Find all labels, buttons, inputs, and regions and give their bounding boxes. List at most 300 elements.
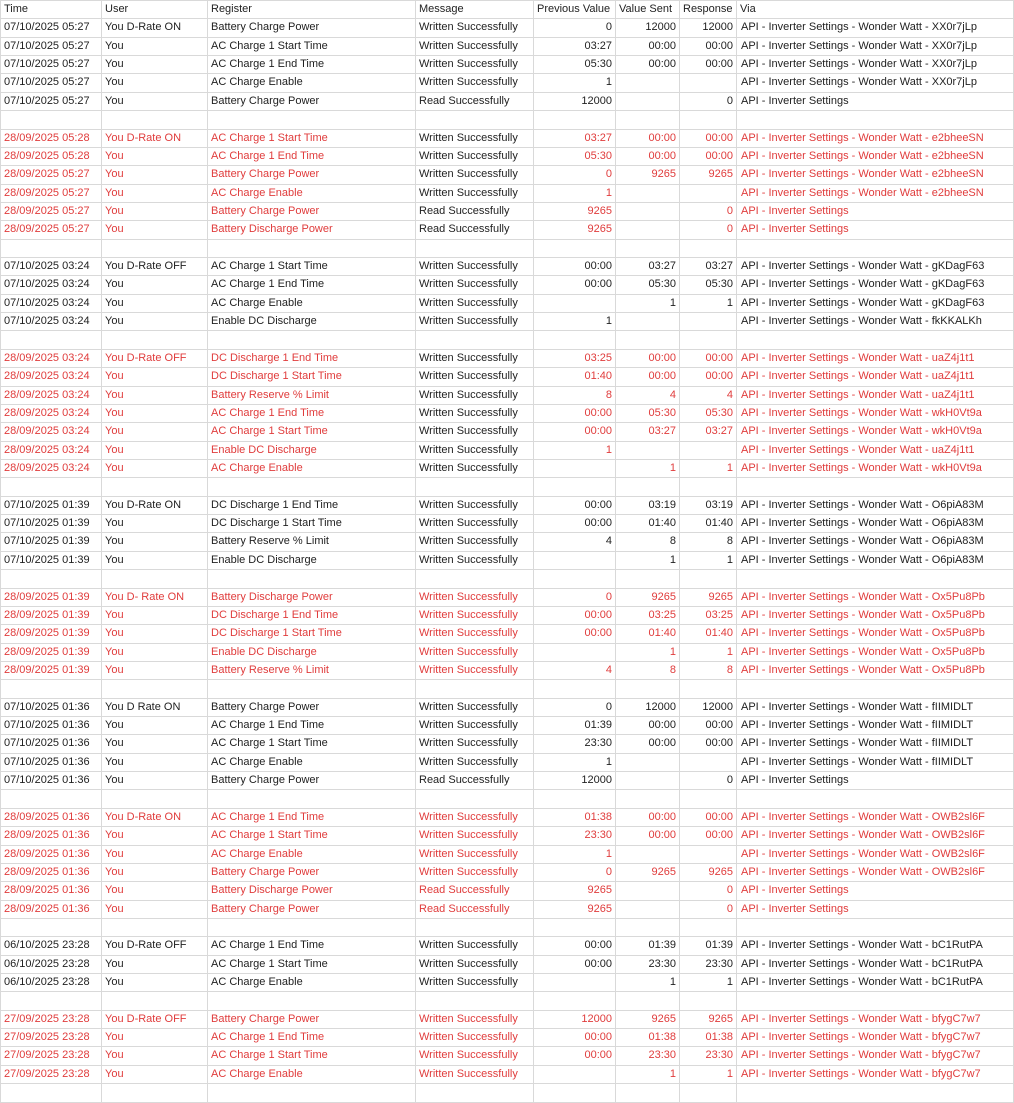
cell-message[interactable]: Written Successfully — [416, 1010, 534, 1028]
empty-cell[interactable] — [616, 570, 680, 588]
empty-cell[interactable] — [616, 1084, 680, 1102]
cell-response[interactable]: 1 — [680, 294, 737, 312]
cell-previous-value[interactable]: 00:00 — [534, 404, 616, 422]
cell-response[interactable]: 0 — [680, 221, 737, 239]
cell-user[interactable]: You — [102, 166, 208, 184]
cell-value-sent[interactable]: 8 — [616, 533, 680, 551]
cell-time[interactable]: 07/10/2025 05:27 — [1, 19, 102, 37]
cell-user[interactable]: You — [102, 1065, 208, 1083]
cell-user[interactable]: You — [102, 735, 208, 753]
cell-previous-value[interactable]: 1 — [534, 74, 616, 92]
cell-message[interactable]: Written Successfully — [416, 753, 534, 771]
cell-value-sent[interactable]: 03:25 — [616, 606, 680, 624]
cell-time[interactable]: 28/09/2025 03:24 — [1, 349, 102, 367]
empty-cell[interactable] — [737, 680, 1014, 698]
cell-via[interactable]: API - Inverter Settings - Wonder Watt - fIIMIDLT — [737, 753, 1014, 771]
cell-time[interactable]: 07/10/2025 03:24 — [1, 294, 102, 312]
cell-value-sent[interactable]: 05:30 — [616, 404, 680, 422]
empty-cell[interactable] — [737, 331, 1014, 349]
cell-previous-value[interactable]: 12000 — [534, 772, 616, 790]
empty-cell[interactable] — [416, 1084, 534, 1102]
cell-value-sent[interactable]: 23:30 — [616, 1047, 680, 1065]
cell-via[interactable]: API - Inverter Settings - Wonder Watt - wkH0Vt9a — [737, 423, 1014, 441]
cell-user[interactable]: You — [102, 974, 208, 992]
empty-cell[interactable] — [680, 790, 737, 808]
cell-user[interactable]: You — [102, 37, 208, 55]
cell-via[interactable]: API - Inverter Settings - Wonder Watt - Ox5Pu8Pb — [737, 643, 1014, 661]
empty-cell[interactable] — [208, 331, 416, 349]
cell-register[interactable]: AC Charge 1 End Time — [208, 147, 416, 165]
cell-previous-value[interactable]: 03:27 — [534, 129, 616, 147]
empty-cell[interactable] — [737, 478, 1014, 496]
cell-register[interactable]: AC Charge Enable — [208, 74, 416, 92]
cell-via[interactable]: API - Inverter Settings - Wonder Watt - bC1RutPA — [737, 937, 1014, 955]
cell-register[interactable]: Battery Reserve % Limit — [208, 661, 416, 679]
cell-via[interactable]: API - Inverter Settings - Wonder Watt - fIIMIDLT — [737, 717, 1014, 735]
cell-via[interactable]: API - Inverter Settings - Wonder Watt - e2bheeSN — [737, 147, 1014, 165]
empty-cell[interactable] — [208, 1084, 416, 1102]
cell-response[interactable]: 4 — [680, 386, 737, 404]
cell-time[interactable]: 27/09/2025 23:28 — [1, 1029, 102, 1047]
cell-user[interactable]: You — [102, 900, 208, 918]
cell-via[interactable]: API - Inverter Settings - Wonder Watt - bC1RutPA — [737, 955, 1014, 973]
cell-previous-value[interactable] — [534, 294, 616, 312]
cell-value-sent[interactable] — [616, 202, 680, 220]
cell-message[interactable]: Written Successfully — [416, 974, 534, 992]
cell-time[interactable]: 07/10/2025 01:39 — [1, 515, 102, 533]
empty-cell[interactable] — [208, 918, 416, 936]
cell-response[interactable]: 0 — [680, 772, 737, 790]
cell-register[interactable]: AC Charge 1 End Time — [208, 717, 416, 735]
empty-cell[interactable] — [102, 992, 208, 1010]
cell-time[interactable]: 28/09/2025 01:36 — [1, 827, 102, 845]
cell-user[interactable]: You D-Rate ON — [102, 129, 208, 147]
cell-user[interactable]: You — [102, 184, 208, 202]
cell-value-sent[interactable]: 00:00 — [616, 808, 680, 826]
cell-response[interactable]: 1 — [680, 551, 737, 569]
cell-message[interactable]: Written Successfully — [416, 294, 534, 312]
column-header-value-sent[interactable]: Value Sent — [616, 1, 680, 19]
cell-message[interactable]: Written Successfully — [416, 625, 534, 643]
cell-value-sent[interactable]: 01:39 — [616, 937, 680, 955]
column-header-time[interactable]: Time — [1, 1, 102, 19]
empty-cell[interactable] — [737, 918, 1014, 936]
cell-value-sent[interactable]: 05:30 — [616, 276, 680, 294]
cell-message[interactable]: Written Successfully — [416, 349, 534, 367]
cell-previous-value[interactable] — [534, 459, 616, 477]
empty-cell[interactable] — [1, 111, 102, 129]
column-header-register[interactable]: Register — [208, 1, 416, 19]
cell-value-sent[interactable] — [616, 221, 680, 239]
cell-time[interactable]: 28/09/2025 05:27 — [1, 221, 102, 239]
cell-user[interactable]: You — [102, 441, 208, 459]
cell-response[interactable]: 9265 — [680, 863, 737, 881]
cell-previous-value[interactable]: 00:00 — [534, 258, 616, 276]
cell-previous-value[interactable]: 0 — [534, 863, 616, 881]
empty-cell[interactable] — [534, 992, 616, 1010]
cell-message[interactable]: Written Successfully — [416, 258, 534, 276]
cell-register[interactable]: AC Charge 1 Start Time — [208, 37, 416, 55]
cell-via[interactable]: API - Inverter Settings - Wonder Watt - uaZ4j1t1 — [737, 441, 1014, 459]
cell-response[interactable]: 03:27 — [680, 258, 737, 276]
empty-cell[interactable] — [616, 239, 680, 257]
cell-message[interactable]: Written Successfully — [416, 423, 534, 441]
cell-response[interactable]: 03:19 — [680, 496, 737, 514]
cell-via[interactable]: API - Inverter Settings - Wonder Watt - gKDagF63 — [737, 276, 1014, 294]
cell-user[interactable]: You D-Rate ON — [102, 808, 208, 826]
cell-via[interactable]: API - Inverter Settings - Wonder Watt - fkKKALKh — [737, 313, 1014, 331]
cell-via[interactable]: API - Inverter Settings - Wonder Watt - OWB2sl6F — [737, 827, 1014, 845]
cell-via[interactable]: API - Inverter Settings - Wonder Watt - XX0r7jLp — [737, 37, 1014, 55]
empty-cell[interactable] — [534, 790, 616, 808]
cell-register[interactable]: AC Charge 1 End Time — [208, 276, 416, 294]
cell-previous-value[interactable]: 1 — [534, 845, 616, 863]
cell-message[interactable]: Written Successfully — [416, 643, 534, 661]
empty-cell[interactable] — [534, 680, 616, 698]
cell-response[interactable]: 05:30 — [680, 276, 737, 294]
empty-cell[interactable] — [534, 570, 616, 588]
cell-user[interactable]: You — [102, 276, 208, 294]
cell-message[interactable]: Written Successfully — [416, 551, 534, 569]
cell-response[interactable]: 00:00 — [680, 129, 737, 147]
cell-message[interactable]: Written Successfully — [416, 56, 534, 74]
cell-previous-value[interactable] — [534, 551, 616, 569]
cell-user[interactable]: You — [102, 661, 208, 679]
empty-cell[interactable] — [534, 331, 616, 349]
cell-previous-value[interactable]: 00:00 — [534, 276, 616, 294]
cell-value-sent[interactable]: 00:00 — [616, 129, 680, 147]
cell-time[interactable]: 28/09/2025 01:39 — [1, 625, 102, 643]
cell-time[interactable]: 07/10/2025 01:39 — [1, 496, 102, 514]
cell-user[interactable]: You D- Rate ON — [102, 588, 208, 606]
cell-via[interactable]: API - Inverter Settings - Wonder Watt - Ox5Pu8Pb — [737, 625, 1014, 643]
cell-previous-value[interactable]: 9265 — [534, 221, 616, 239]
cell-via[interactable]: API - Inverter Settings - Wonder Watt - O6piA83M — [737, 533, 1014, 551]
cell-response[interactable]: 01:40 — [680, 625, 737, 643]
cell-register[interactable]: AC Charge 1 Start Time — [208, 827, 416, 845]
cell-message[interactable]: Written Successfully — [416, 937, 534, 955]
cell-time[interactable]: 07/10/2025 01:36 — [1, 753, 102, 771]
cell-value-sent[interactable]: 1 — [616, 974, 680, 992]
cell-previous-value[interactable]: 00:00 — [534, 955, 616, 973]
cell-user[interactable]: You — [102, 533, 208, 551]
cell-previous-value[interactable]: 00:00 — [534, 496, 616, 514]
cell-value-sent[interactable]: 03:27 — [616, 423, 680, 441]
cell-user[interactable]: You — [102, 643, 208, 661]
cell-value-sent[interactable]: 8 — [616, 661, 680, 679]
cell-message[interactable]: Read Successfully — [416, 221, 534, 239]
cell-via[interactable]: API - Inverter Settings - Wonder Watt - wkH0Vt9a — [737, 404, 1014, 422]
empty-cell[interactable] — [208, 478, 416, 496]
cell-time[interactable]: 07/10/2025 01:39 — [1, 533, 102, 551]
cell-value-sent[interactable]: 00:00 — [616, 735, 680, 753]
column-header-via[interactable]: Via — [737, 1, 1014, 19]
cell-message[interactable]: Written Successfully — [416, 698, 534, 716]
empty-cell[interactable] — [616, 478, 680, 496]
cell-register[interactable]: AC Charge Enable — [208, 845, 416, 863]
cell-time[interactable]: 06/10/2025 23:28 — [1, 955, 102, 973]
cell-message[interactable]: Written Successfully — [416, 827, 534, 845]
cell-previous-value[interactable]: 03:27 — [534, 37, 616, 55]
cell-time[interactable]: 28/09/2025 05:28 — [1, 129, 102, 147]
cell-previous-value[interactable]: 1 — [534, 184, 616, 202]
empty-cell[interactable] — [1, 1084, 102, 1102]
empty-cell[interactable] — [737, 992, 1014, 1010]
cell-response[interactable]: 00:00 — [680, 147, 737, 165]
cell-user[interactable]: You D-Rate OFF — [102, 937, 208, 955]
cell-time[interactable]: 06/10/2025 23:28 — [1, 937, 102, 955]
cell-register[interactable]: Enable DC Discharge — [208, 551, 416, 569]
empty-cell[interactable] — [102, 331, 208, 349]
cell-response[interactable]: 01:39 — [680, 937, 737, 955]
cell-message[interactable]: Written Successfully — [416, 313, 534, 331]
empty-cell[interactable] — [416, 790, 534, 808]
cell-register[interactable]: Battery Charge Power — [208, 900, 416, 918]
empty-cell[interactable] — [680, 570, 737, 588]
empty-cell[interactable] — [1, 239, 102, 257]
cell-response[interactable]: 03:27 — [680, 423, 737, 441]
cell-register[interactable]: Battery Charge Power — [208, 863, 416, 881]
empty-cell[interactable] — [534, 918, 616, 936]
cell-user[interactable]: You — [102, 147, 208, 165]
empty-cell[interactable] — [534, 111, 616, 129]
cell-time[interactable]: 07/10/2025 03:24 — [1, 276, 102, 294]
cell-message[interactable]: Written Successfully — [416, 129, 534, 147]
cell-response[interactable]: 00:00 — [680, 37, 737, 55]
cell-response[interactable]: 23:30 — [680, 955, 737, 973]
empty-cell[interactable] — [416, 111, 534, 129]
cell-time[interactable]: 28/09/2025 01:36 — [1, 808, 102, 826]
cell-value-sent[interactable]: 01:40 — [616, 515, 680, 533]
cell-response[interactable] — [680, 753, 737, 771]
cell-user[interactable]: You — [102, 845, 208, 863]
cell-register[interactable]: DC Discharge 1 End Time — [208, 496, 416, 514]
cell-previous-value[interactable]: 9265 — [534, 882, 616, 900]
cell-previous-value[interactable]: 1 — [534, 441, 616, 459]
cell-register[interactable]: Battery Charge Power — [208, 202, 416, 220]
empty-cell[interactable] — [208, 111, 416, 129]
cell-user[interactable]: You — [102, 515, 208, 533]
cell-response[interactable]: 1 — [680, 459, 737, 477]
empty-cell[interactable] — [1, 992, 102, 1010]
cell-time[interactable]: 28/09/2025 01:39 — [1, 643, 102, 661]
cell-message[interactable]: Written Successfully — [416, 166, 534, 184]
cell-value-sent[interactable]: 01:38 — [616, 1029, 680, 1047]
cell-response[interactable]: 9265 — [680, 1010, 737, 1028]
cell-previous-value[interactable]: 00:00 — [534, 515, 616, 533]
empty-cell[interactable] — [680, 331, 737, 349]
cell-value-sent[interactable]: 9265 — [616, 588, 680, 606]
cell-via[interactable]: API - Inverter Settings - Wonder Watt - O6piA83M — [737, 515, 1014, 533]
cell-message[interactable]: Written Successfully — [416, 735, 534, 753]
empty-cell[interactable] — [680, 1084, 737, 1102]
cell-value-sent[interactable] — [616, 900, 680, 918]
cell-response[interactable] — [680, 74, 737, 92]
cell-message[interactable]: Written Successfully — [416, 1047, 534, 1065]
empty-cell[interactable] — [680, 239, 737, 257]
empty-cell[interactable] — [416, 918, 534, 936]
cell-user[interactable]: You — [102, 56, 208, 74]
cell-register[interactable]: Battery Reserve % Limit — [208, 386, 416, 404]
cell-user[interactable]: You — [102, 404, 208, 422]
cell-previous-value[interactable]: 23:30 — [534, 735, 616, 753]
cell-user[interactable]: You — [102, 955, 208, 973]
cell-via[interactable]: API - Inverter Settings - Wonder Watt - bfygC7w7 — [737, 1010, 1014, 1028]
cell-time[interactable]: 28/09/2025 01:39 — [1, 588, 102, 606]
cell-value-sent[interactable]: 00:00 — [616, 717, 680, 735]
cell-response[interactable] — [680, 441, 737, 459]
cell-via[interactable]: API - Inverter Settings - Wonder Watt - wkH0Vt9a — [737, 459, 1014, 477]
cell-response[interactable]: 8 — [680, 661, 737, 679]
cell-user[interactable]: You — [102, 551, 208, 569]
cell-message[interactable]: Read Successfully — [416, 772, 534, 790]
empty-cell[interactable] — [616, 992, 680, 1010]
empty-cell[interactable] — [102, 680, 208, 698]
cell-message[interactable]: Written Successfully — [416, 808, 534, 826]
cell-user[interactable]: You — [102, 1029, 208, 1047]
cell-message[interactable]: Written Successfully — [416, 276, 534, 294]
empty-cell[interactable] — [102, 790, 208, 808]
cell-previous-value[interactable]: 4 — [534, 533, 616, 551]
cell-message[interactable]: Written Successfully — [416, 496, 534, 514]
cell-message[interactable]: Written Successfully — [416, 147, 534, 165]
cell-value-sent[interactable]: 01:40 — [616, 625, 680, 643]
cell-message[interactable]: Written Successfully — [416, 845, 534, 863]
cell-response[interactable] — [680, 313, 737, 331]
cell-message[interactable]: Read Successfully — [416, 202, 534, 220]
cell-response[interactable]: 9265 — [680, 166, 737, 184]
cell-message[interactable]: Written Successfully — [416, 37, 534, 55]
cell-response[interactable]: 00:00 — [680, 827, 737, 845]
cell-register[interactable]: DC Discharge 1 End Time — [208, 349, 416, 367]
cell-via[interactable]: API - Inverter Settings - Wonder Watt - Ox5Pu8Pb — [737, 606, 1014, 624]
cell-response[interactable]: 03:25 — [680, 606, 737, 624]
cell-time[interactable]: 28/09/2025 05:27 — [1, 202, 102, 220]
cell-value-sent[interactable] — [616, 184, 680, 202]
cell-via[interactable]: API - Inverter Settings - Wonder Watt - fIIMIDLT — [737, 735, 1014, 753]
empty-cell[interactable] — [737, 790, 1014, 808]
cell-value-sent[interactable]: 00:00 — [616, 827, 680, 845]
cell-previous-value[interactable]: 12000 — [534, 1010, 616, 1028]
cell-register[interactable]: DC Discharge 1 End Time — [208, 606, 416, 624]
empty-cell[interactable] — [737, 239, 1014, 257]
cell-message[interactable]: Written Successfully — [416, 1029, 534, 1047]
cell-time[interactable]: 28/09/2025 01:39 — [1, 661, 102, 679]
cell-via[interactable]: API - Inverter Settings - Wonder Watt - bC1RutPA — [737, 974, 1014, 992]
cell-time[interactable]: 28/09/2025 01:36 — [1, 863, 102, 881]
cell-register[interactable]: AC Charge 1 End Time — [208, 1029, 416, 1047]
cell-time[interactable]: 28/09/2025 03:24 — [1, 386, 102, 404]
cell-response[interactable]: 00:00 — [680, 808, 737, 826]
cell-message[interactable]: Written Successfully — [416, 184, 534, 202]
cell-register[interactable]: Enable DC Discharge — [208, 441, 416, 459]
cell-value-sent[interactable]: 4 — [616, 386, 680, 404]
cell-via[interactable]: API - Inverter Settings - Wonder Watt - uaZ4j1t1 — [737, 386, 1014, 404]
cell-user[interactable]: You — [102, 386, 208, 404]
cell-value-sent[interactable] — [616, 753, 680, 771]
cell-value-sent[interactable]: 03:27 — [616, 258, 680, 276]
empty-cell[interactable] — [680, 478, 737, 496]
cell-previous-value[interactable]: 00:00 — [534, 423, 616, 441]
cell-via[interactable]: API - Inverter Settings - Wonder Watt - uaZ4j1t1 — [737, 349, 1014, 367]
cell-response[interactable]: 00:00 — [680, 368, 737, 386]
cell-previous-value[interactable]: 0 — [534, 698, 616, 716]
cell-value-sent[interactable] — [616, 882, 680, 900]
cell-register[interactable]: Battery Charge Power — [208, 166, 416, 184]
cell-message[interactable]: Written Successfully — [416, 404, 534, 422]
empty-cell[interactable] — [208, 680, 416, 698]
cell-response[interactable]: 00:00 — [680, 735, 737, 753]
cell-time[interactable]: 06/10/2025 23:28 — [1, 974, 102, 992]
cell-user[interactable]: You — [102, 625, 208, 643]
cell-previous-value[interactable]: 03:25 — [534, 349, 616, 367]
cell-message[interactable]: Written Successfully — [416, 1065, 534, 1083]
cell-time[interactable]: 28/09/2025 05:27 — [1, 184, 102, 202]
empty-cell[interactable] — [680, 918, 737, 936]
cell-previous-value[interactable]: 00:00 — [534, 1029, 616, 1047]
cell-user[interactable]: You D-Rate OFF — [102, 258, 208, 276]
cell-register[interactable]: Enable DC Discharge — [208, 313, 416, 331]
cell-via[interactable]: API - Inverter Settings — [737, 202, 1014, 220]
cell-value-sent[interactable] — [616, 845, 680, 863]
cell-value-sent[interactable] — [616, 74, 680, 92]
cell-register[interactable]: Battery Charge Power — [208, 698, 416, 716]
empty-cell[interactable] — [102, 239, 208, 257]
cell-time[interactable]: 07/10/2025 05:27 — [1, 74, 102, 92]
cell-previous-value[interactable]: 00:00 — [534, 937, 616, 955]
empty-cell[interactable] — [102, 1084, 208, 1102]
empty-cell[interactable] — [416, 478, 534, 496]
cell-time[interactable]: 28/09/2025 01:39 — [1, 606, 102, 624]
cell-user[interactable]: You — [102, 827, 208, 845]
cell-register[interactable]: AC Charge 1 End Time — [208, 937, 416, 955]
empty-cell[interactable] — [1, 331, 102, 349]
cell-register[interactable]: Battery Charge Power — [208, 772, 416, 790]
cell-user[interactable]: You — [102, 294, 208, 312]
cell-message[interactable]: Read Successfully — [416, 900, 534, 918]
cell-user[interactable]: You D-Rate OFF — [102, 1010, 208, 1028]
cell-value-sent[interactable]: 23:30 — [616, 955, 680, 973]
cell-register[interactable]: AC Charge Enable — [208, 1065, 416, 1083]
cell-user[interactable]: You — [102, 92, 208, 110]
cell-previous-value[interactable]: 05:30 — [534, 56, 616, 74]
cell-message[interactable]: Written Successfully — [416, 533, 534, 551]
cell-time[interactable]: 07/10/2025 01:36 — [1, 717, 102, 735]
cell-register[interactable]: Battery Charge Power — [208, 92, 416, 110]
cell-response[interactable]: 0 — [680, 202, 737, 220]
cell-response[interactable]: 12000 — [680, 19, 737, 37]
cell-message[interactable]: Written Successfully — [416, 441, 534, 459]
cell-previous-value[interactable]: 9265 — [534, 202, 616, 220]
empty-cell[interactable] — [102, 918, 208, 936]
empty-cell[interactable] — [616, 918, 680, 936]
empty-cell[interactable] — [416, 331, 534, 349]
cell-message[interactable]: Written Successfully — [416, 955, 534, 973]
cell-user[interactable]: You — [102, 202, 208, 220]
cell-time[interactable]: 28/09/2025 03:24 — [1, 459, 102, 477]
cell-register[interactable]: DC Discharge 1 Start Time — [208, 625, 416, 643]
cell-time[interactable]: 07/10/2025 01:36 — [1, 735, 102, 753]
cell-message[interactable]: Written Successfully — [416, 606, 534, 624]
cell-user[interactable]: You — [102, 221, 208, 239]
cell-via[interactable]: API - Inverter Settings - Wonder Watt - OWB2sl6F — [737, 808, 1014, 826]
cell-register[interactable]: Battery Discharge Power — [208, 221, 416, 239]
cell-message[interactable]: Written Successfully — [416, 661, 534, 679]
cell-time[interactable]: 07/10/2025 01:39 — [1, 551, 102, 569]
cell-register[interactable]: AC Charge 1 Start Time — [208, 955, 416, 973]
cell-message[interactable]: Read Successfully — [416, 882, 534, 900]
cell-previous-value[interactable]: 9265 — [534, 900, 616, 918]
